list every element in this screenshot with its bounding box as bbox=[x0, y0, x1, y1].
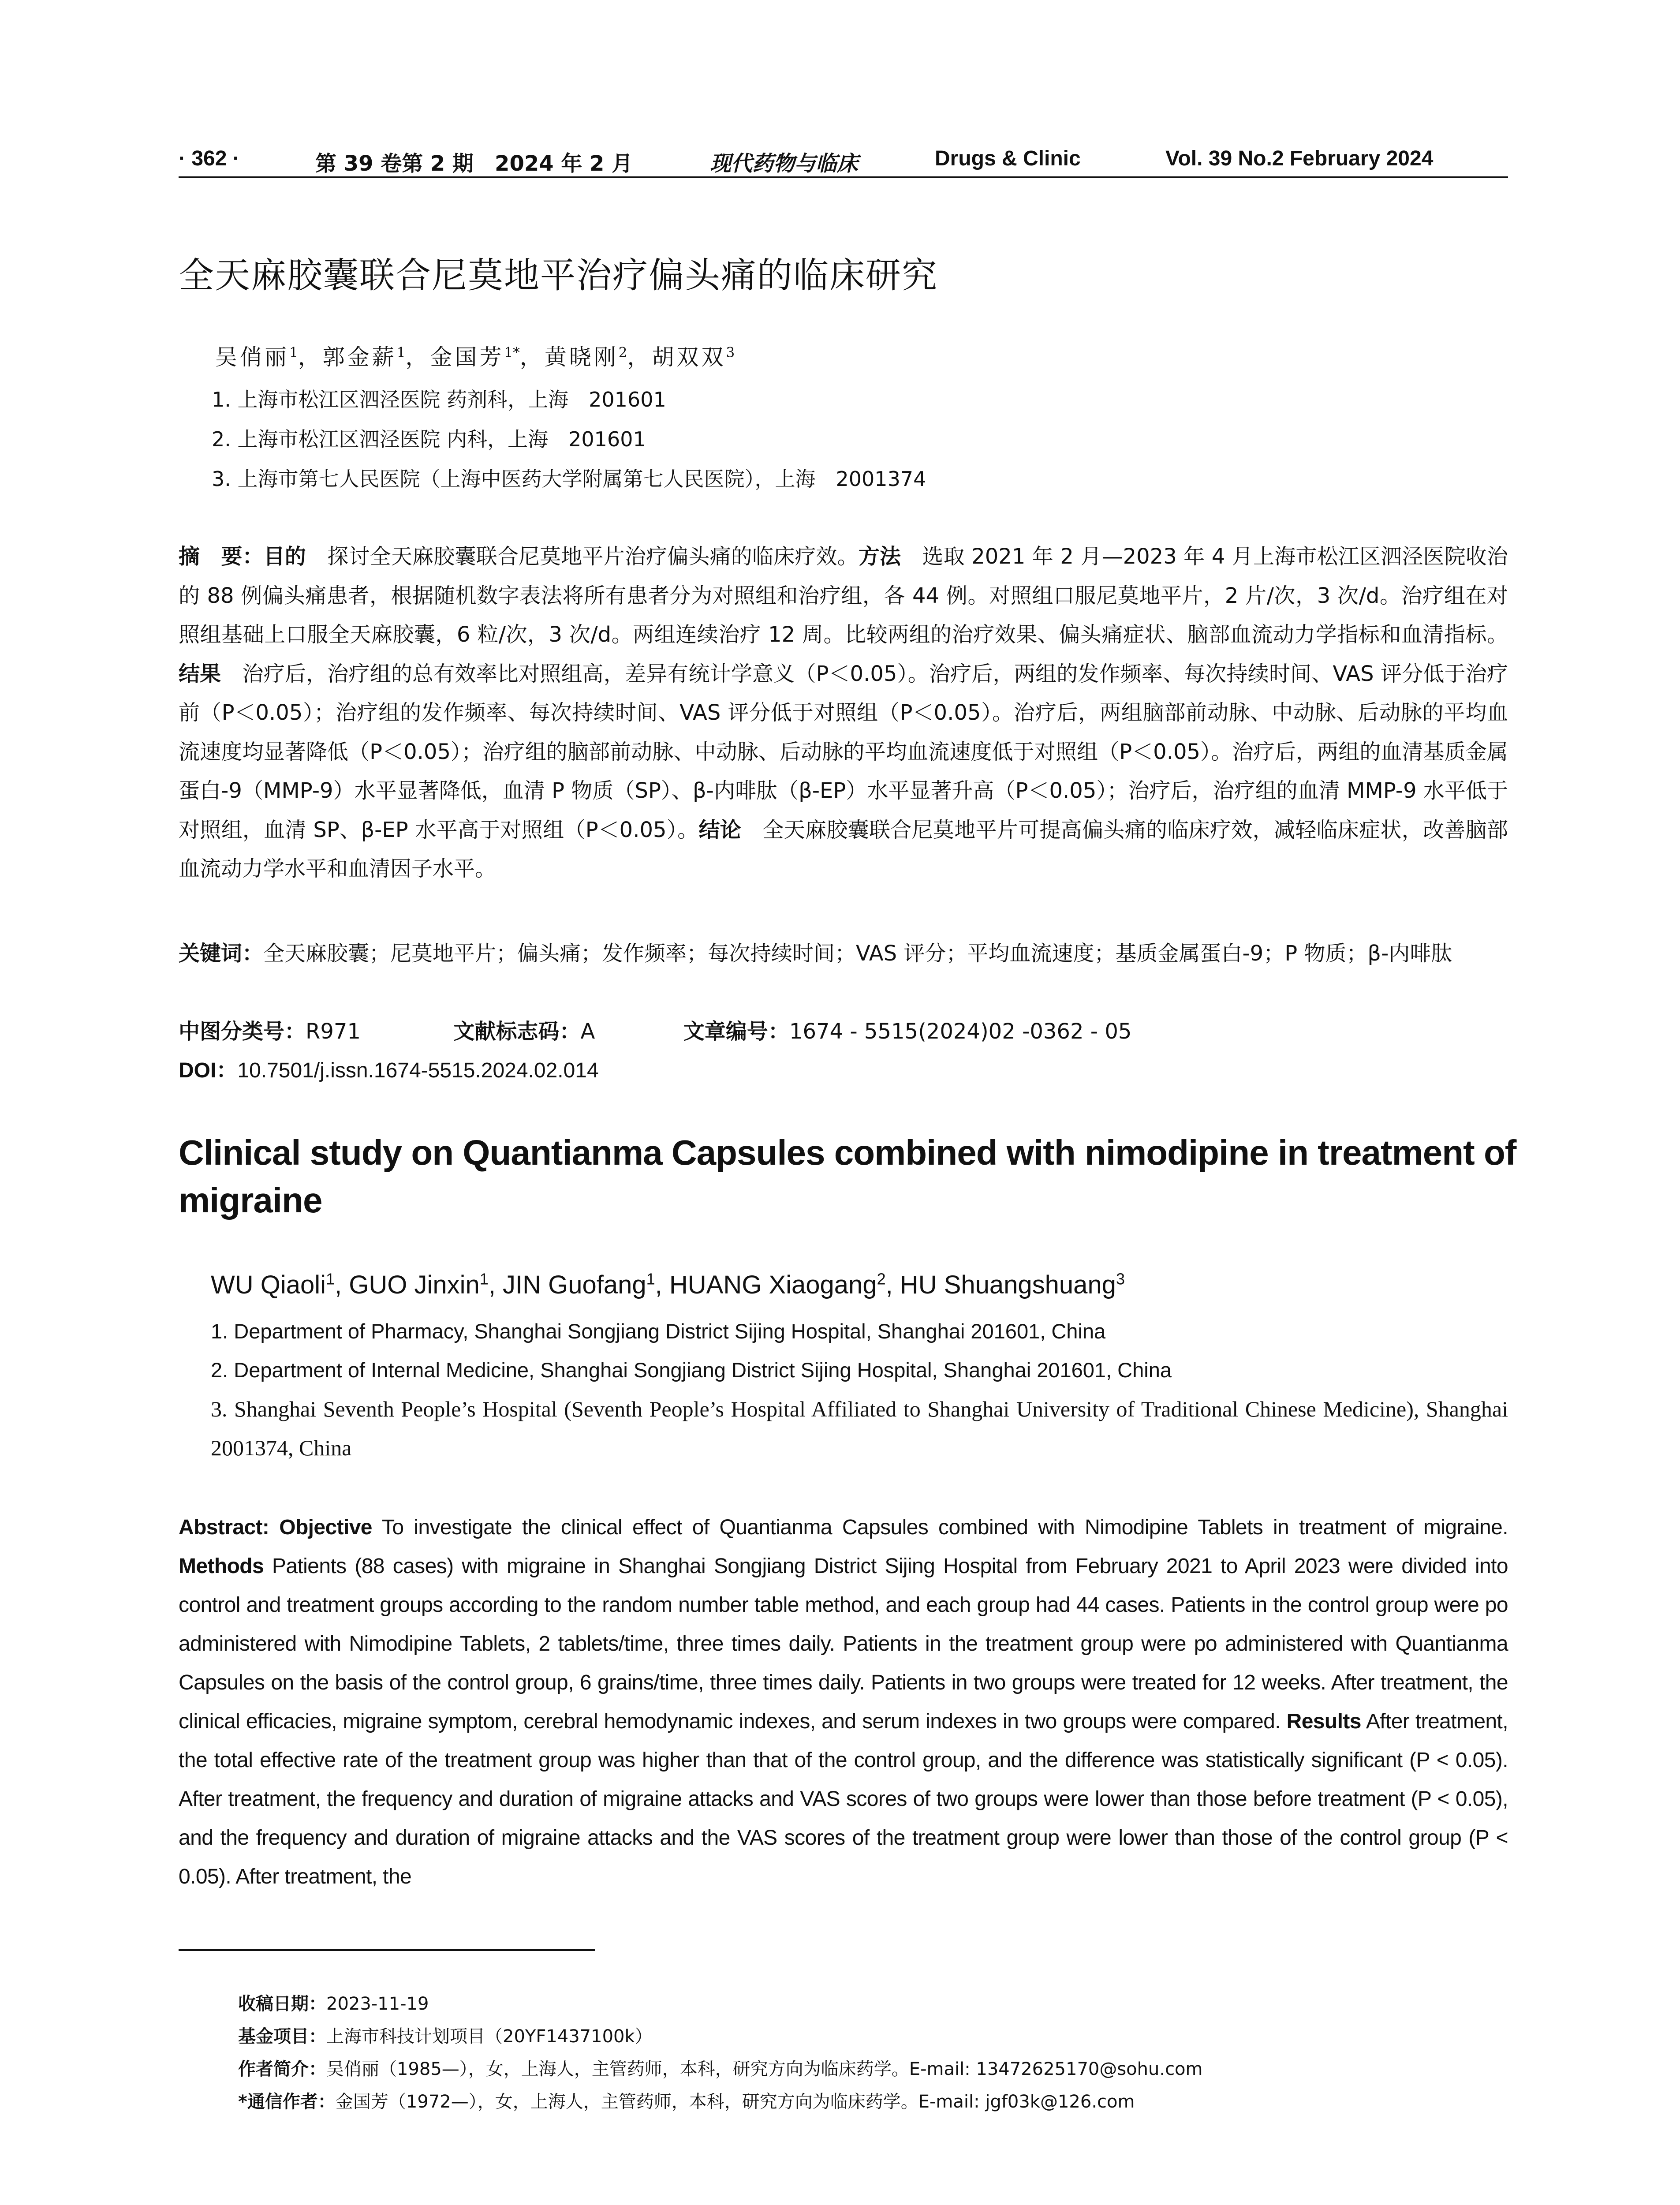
abstract-zh-head-results: 结果 bbox=[179, 661, 221, 686]
footnote-received: 收稿日期：2023-11-19 bbox=[238, 1994, 429, 2014]
footnote-funding: 基金项目：上海市科技计划项目（20YF1437100k） bbox=[238, 2026, 653, 2047]
abstract-en bbox=[179, 1508, 1508, 1896]
abstract-zh-conclusion: 全天麻胶囊联合尼莫地平片可提高偏头痛的临床疗效，减轻临床症状，改善脑部血流动力学水平和血清因子水平。 bbox=[179, 817, 1508, 881]
abstract-en-results: After treatment, the total effective rate of the treatment group was higher than that of the control group, and the difference was statistically significant (P < 0.05). After treatment, the frequency and duration of migraine attacks and VAS scores of two groups were lower than those before treatment (P < 0.05), and the frequency and duration of migraine attacks and the VAS scores of the treatment group were lower than those of the control group (P < 0.05). After treatment, the bbox=[179, 1710, 1508, 1888]
issue-en: Vol. 39 No.2 February 2024 bbox=[1165, 147, 1434, 170]
doc-code-value: A bbox=[580, 1019, 595, 1044]
abstract-en-label: Abstract: bbox=[179, 1516, 269, 1539]
title-en: Clinical study on Quantianma Capsules combined with nimodipine in treatment of migraine bbox=[179, 1133, 1516, 1220]
abstract-zh bbox=[179, 537, 1508, 889]
author-en: HU Shuangshuang$^3$ bbox=[900, 1270, 1125, 1300]
keywords-zh bbox=[179, 936, 1508, 971]
page-number: · 362 · bbox=[179, 147, 240, 170]
authors-en bbox=[211, 1270, 1125, 1300]
author-zh: 黄晓刚$^2$， bbox=[544, 344, 652, 370]
clc-value: R971 bbox=[306, 1019, 361, 1044]
abstract-en-head-objective: Objective bbox=[279, 1516, 372, 1539]
abstract-en-methods: Patients (88 cases) with migraine in Shanghai Songjiang District Sijing Hospital from February 2021 to April 2023 were divided into control and treatment groups according to the random number table method, and each group had 44 cases. Patients in the control group were po administered with Nimodipine Tablets, 2 tablets/time, three times daily. Patients in the treatment group were po administered with Quantianma Capsules on the basis of the control group, 6 grains/time, three times daily. Patients in two groups were treated for 12 weeks. After treatment, the clinical efficacies, migraine symptom, cerebral hemodynamic indexes, and serum indexes in two groups were compared. bbox=[179, 1555, 1508, 1733]
author-en: JIN Guofang$^1$, bbox=[503, 1270, 669, 1300]
doi-line bbox=[179, 1053, 599, 1084]
author-en: WU Qiaoli$^1$, bbox=[211, 1270, 349, 1300]
doi-value: 10.7501/j.issn.1674-5515.2024.02.014 bbox=[237, 1059, 599, 1082]
running-header bbox=[179, 142, 1508, 175]
author-zh: 胡双双$^3$ bbox=[652, 344, 735, 370]
keywords-zh-label: 关键词： bbox=[179, 941, 264, 966]
abstract-zh-objective: 探讨全天麻胶囊联合尼莫地平片治疗偏头痛的临床疗效。 bbox=[306, 544, 859, 569]
abstract-zh-label: 摘 要： bbox=[179, 544, 264, 569]
issue-zh: 第 39 卷第 2 期 2024 年 2 月 bbox=[315, 151, 633, 176]
footnote-author-bio: 作者简介：吴俏丽（1985—），女，上海人，主管药师，本科，研究方向为临床药学。E-mail: 13472625170@sohu.com bbox=[238, 2059, 1203, 2079]
affiliation-en-2: 2. Department of Internal Medicine, Shanghai Songjiang District Sijing Hospital, Shanghai 201601, China bbox=[211, 1358, 1172, 1382]
abstract-en-head-results: Results bbox=[1286, 1710, 1361, 1733]
article-number-value: 1674 - 5515(2024)02 -0362 - 05 bbox=[789, 1019, 1132, 1044]
abstract-zh-results: 治疗后，治疗组的总有效率比对照组高，差异有统计学意义（P＜0.05）。治疗后，两组的发作频率、每次持续时间、VAS 评分低于治疗前（P＜0.05）；治疗组的发作频率、每次持续时间、VAS 评分低于对照组（P＜0.05）。治疗后，两组脑部前动脉、中动脉、后动脉的平均血流速度均显著降低（P＜0.05）；治疗组的脑部前动脉、中动脉、后动脉的平均血流速度低于对照组（P＜0.05）。治疗后，两组的血清基质金属蛋白-9（MMP-9）水平显著降低，血清 P 物质（SP）、β-内啡肽（β-EP）水平显著升高（P＜0.05）；治疗后，治疗组的血清 MMP-9 水平低于对照组，血清 SP、β-EP 水平高于对照组（P＜0.05）。 bbox=[179, 661, 1508, 842]
journal-name-zh: 现代药物与临床 bbox=[710, 151, 859, 176]
doi-label: DOI： bbox=[179, 1059, 238, 1082]
affiliation-zh-3: 3. 上海市第七人民医院（上海中医药大学附属第七人民医院），上海 2001374 bbox=[212, 467, 926, 491]
clc-label: 中图分类号： bbox=[179, 1019, 306, 1044]
classification-line bbox=[179, 1014, 1131, 1045]
keywords-zh-text: 全天麻胶囊；尼莫地平片；偏头痛；发作频率；每次持续时间；VAS 评分；平均血流速度；基质金属蛋白-9；P 物质；β-内啡肽 bbox=[263, 941, 1452, 966]
authors-zh bbox=[215, 340, 735, 371]
affiliation-zh-1: 1. 上海市松江区泗泾医院 药剂科，上海 201601 bbox=[212, 388, 666, 411]
journal-name-en: Drugs & Clinic bbox=[935, 147, 1081, 170]
abstract-zh-head-conclusion: 结论 bbox=[698, 817, 742, 842]
abstract-zh-head-objective: 目的 bbox=[263, 544, 306, 569]
abstract-en-head-methods: Methods bbox=[179, 1555, 264, 1578]
affiliation-zh-2: 2. 上海市松江区泗泾医院 内科，上海 201601 bbox=[212, 427, 646, 451]
abstract-zh-head-methods: 方法 bbox=[858, 544, 901, 569]
author-en: HUANG Xiaogang$^2$, bbox=[669, 1270, 900, 1300]
abstract-en-objective: To investigate the clinical effect of Quantianma Capsules combined with Nimodipine Tablets in treatment of migraine. bbox=[372, 1516, 1508, 1539]
affiliation-en-1: 1. Department of Pharmacy, Shanghai Songjiang District Sijing Hospital, Shanghai 201601, China bbox=[211, 1319, 1106, 1343]
footnote-corresponding: *通信作者：金国芳（1972—），女，上海人，主管药师，本科，研究方向为临床药学。E-mail: jgf03k@126.com bbox=[238, 2092, 1135, 2112]
author-en: GUO Jinxin$^1$, bbox=[349, 1270, 503, 1300]
footnote-rule bbox=[179, 1949, 595, 1951]
author-zh: 金国芳$^{1*}$， bbox=[430, 344, 545, 370]
author-zh: 吴俏丽$^1$， bbox=[215, 344, 323, 370]
author-zh: 郭金薪$^1$， bbox=[322, 344, 430, 370]
affiliation-en-3: 3. Shanghai Seventh People’s Hospital (Seventh People’s Hospital Affiliated to Shanghai University of Traditional Chinese Medicine), Shanghai 2001374, China bbox=[211, 1397, 1508, 1460]
title-zh: 全天麻胶囊联合尼莫地平治疗偏头痛的临床研究 bbox=[179, 255, 938, 296]
doc-code-label: 文献标志码： bbox=[453, 1019, 581, 1044]
header-rule bbox=[179, 176, 1508, 178]
abstract-zh-methods: 选取 2021 年 2 月—2023 年 4 月上海市松江区泗泾医院收治的 88 例偏头痛患者，根据随机数字表法将所有患者分为对照组和治疗组，各 44 例。对照组口服尼莫地平片，2 片/次，3 次/d。治疗组在对照组基础上口服全天麻胶囊，6 粒/次，3 次/d。两组连续治疗 12 周。比较两组的治疗效果、偏头痛症状、脑部血流动力学指标和血清指标。 bbox=[179, 544, 1508, 647]
article-number-label: 文章编号： bbox=[683, 1019, 789, 1044]
